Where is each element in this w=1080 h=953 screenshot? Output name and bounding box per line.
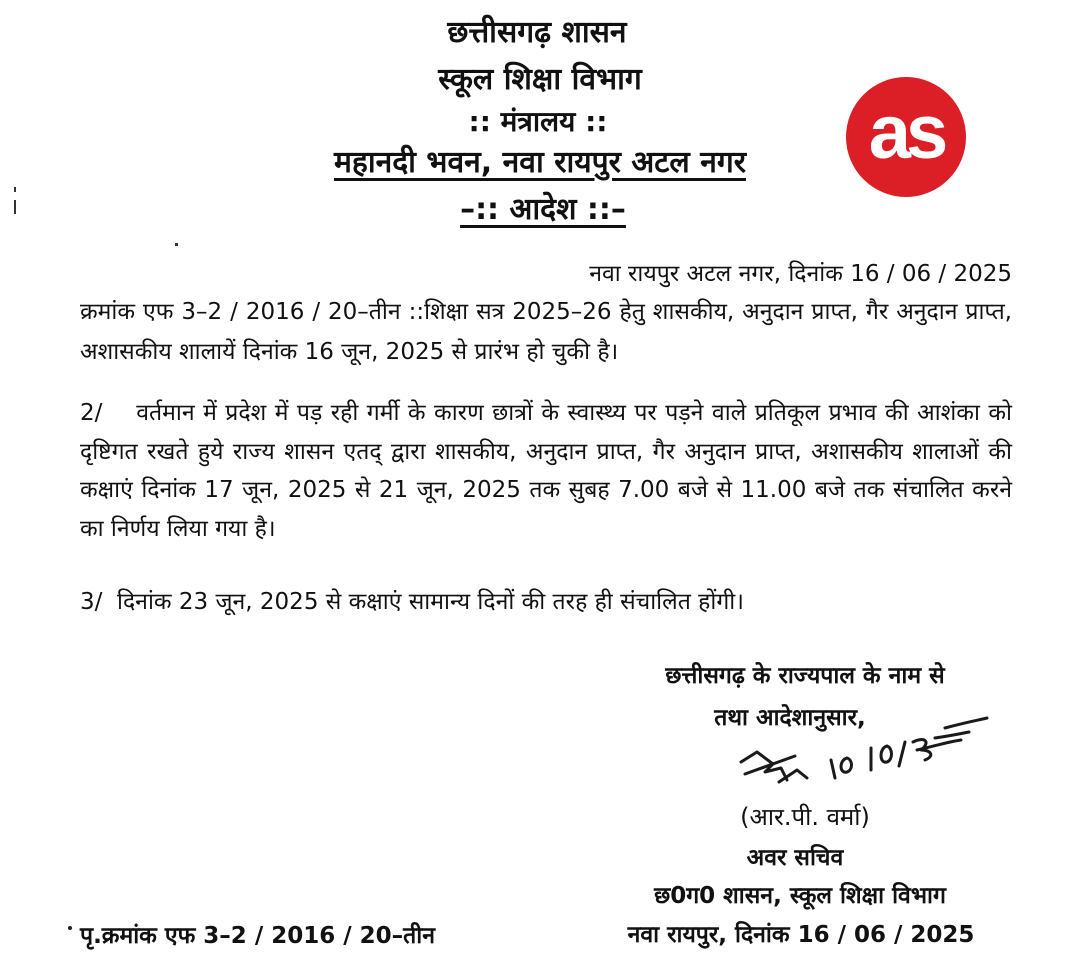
paragraph-number-2: 2/ (80, 400, 103, 426)
scan-speck (175, 243, 178, 246)
govt-title: छत्तीसगढ़ शासन (447, 15, 627, 50)
building-address-text: महानदी भवन, नवा रायपुर अटल नगर (333, 145, 747, 180)
department-title: स्कूल शिक्षा विभाग (438, 62, 642, 97)
signatory-department: छ0ग0 शासन, स्कूल शिक्षा विभाग (654, 883, 946, 909)
ministry-title: :: मंत्रालय :: (468, 105, 608, 138)
order-paragraph-1: क्रमांक एफ 3–2 / 2016 / 20–तीन ::शिक्षा सत्र 2025–26 हेतु शासकीय, अनुदान प्राप्त, गैर अनुदान प्राप्त, अशासकीय शालायें दिनांक 16 जून, 2025 से प्रारंभ हो चुकी है। (80, 299, 1012, 365)
order-date: नवा रायपुर अटल नगर, दिनांक 16 / 06 / 2025 (589, 261, 1012, 287)
scan-speck (14, 187, 16, 192)
endorsement-reference: पृ.क्रमांक एफ 3–2 / 2016 / 20–तीन (80, 923, 435, 949)
signatory-place-date: नवा रायपुर, दिनांक 16 / 06 / 2025 (627, 922, 975, 948)
signatory-designation: अवर सचिव (746, 845, 844, 871)
signatory-name: (आर.पी. वर्मा) (740, 803, 870, 831)
handwritten-signature (735, 712, 995, 807)
bullet-dot (68, 926, 72, 930)
authority-line: छत्तीसगढ़ के राज्यपाल के नाम से (665, 663, 945, 689)
order-paragraph-2 (80, 394, 1012, 548)
order-paragraph-3 (80, 582, 1012, 622)
paragraph-2-text: वर्तमान में प्रदेश में पड़ रही गर्मी के कारण छात्रों के स्वास्थ्य पर पड़ने वाले प्रतिकूल प्रभाव की आशंका को दृष्टिगत रखते हुये राज्य शासन एतद् द्वारा शासकीय, अनुदान प्राप्त, गैर अनुदान प्राप्त, अशासकीय शालाओं की कक्षाएं दिनांक 17 जून, 2025 से 21 जून, 2025 तक सुबह 7.00 बजे से 11.00 बजे तक संचालित करने का निर्णय लिया गया है। (80, 400, 1012, 542)
as-logo: as (846, 77, 966, 197)
paragraph-3-text: दिनांक 23 जून, 2025 से कक्षाएं सामान्य दिनों की तरह ही संचालित होंगी। (117, 589, 744, 615)
paragraph-number-3: 3/ (80, 589, 103, 615)
scan-speck (14, 200, 16, 214)
order-by-line: तथा आदेशानुसार, (714, 705, 866, 731)
order-heading-text: –:: आदेश ::– (460, 192, 626, 227)
